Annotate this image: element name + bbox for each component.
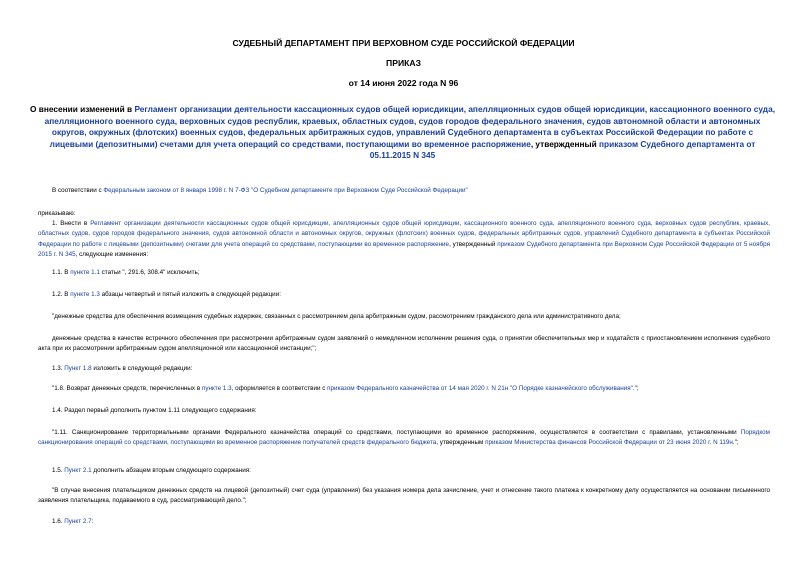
title-order-link[interactable]: приказом Судебного департамента от 05.11.2015 N 345	[369, 138, 756, 161]
doc-type: ПРИКАЗ	[386, 58, 421, 68]
point-1-3-ref-link[interactable]: пункте 1.3	[201, 385, 232, 392]
p12-text-b: абзацы четвертый и пятый изложить в следующей редакции:	[99, 291, 281, 298]
order-345-link[interactable]: приказом Судебного департамента при Верховном Суде Российской Федерации от 5 ноября 2015 г. N 345	[38, 240, 771, 259]
paragraph-order: приказываю:	[38, 210, 76, 217]
point-2-7-link[interactable]: Пункт 2.7	[64, 518, 92, 525]
q111-text-b: , утвержденным	[436, 439, 486, 447]
paragraph-1	[38, 219, 770, 261]
p1-text-a: 1. Внести в	[52, 220, 91, 227]
org-header: СУДЕБНЫЙ ДЕПАРТАМЕНТ ПРИ ВЕРХОВНОМ СУДЕ РОССИЙСКОЙ ФЕДЕРАЦИИ	[232, 38, 575, 48]
minfin-order-link[interactable]: приказом Министерства финансов Российской Федерации от 23 июня 2020 г. N 119н	[485, 439, 733, 447]
p1-text-c: , следующие изменения:	[75, 251, 149, 259]
treasury-order-link[interactable]: приказом Федерального казначейства от 14 мая 2020 г. N 21н "О Порядке казначейского обслуживания"	[327, 385, 633, 392]
point-2-1-link[interactable]: Пункт 2.1	[64, 467, 92, 474]
paragraph-quote-1-8	[38, 384, 770, 394]
paragraph-quote-security: денежные средства в качестве встречного обеспечения при рассмотрении арбитражным судом заявлений о немедленном исполнении решения суда, о принятии обеспечительных мер и ходатайств с приостановлением исполнения судебного акта при их рассмотрении арбитражным судом апелляционной или кассационной инстанции;";	[38, 335, 770, 353]
paragraph-quote-costs: "денежные средства для обеспечения возмещения судебных издержек, связанных с рассмотрением дела арбитражным судом, рассмотрением гражданского дела или административного дела;	[52, 313, 621, 320]
paragraph-quote-1-11	[38, 428, 770, 449]
paragraph-quote-2-1: "В случае внесения плательщиком денежных средств на лицевой (депозитный) счет суда (управления) без указания номера дела зачисление, учет и отнесение такого платежа к конкретному делу осуществляется на основании письменного заявления плательщика, подаваемого в суд, рассматривающий дело.";	[38, 487, 770, 505]
basis-text: В соответствии с	[52, 187, 104, 194]
paragraph-basis	[38, 186, 770, 196]
doc-title	[30, 104, 775, 162]
p11-text-b: статьи ", 291.6, 308.4" исключить;	[99, 269, 200, 276]
paragraph-1-5	[38, 466, 770, 476]
p13-text-a: 1.3.	[52, 365, 65, 372]
paragraph-1-1	[38, 268, 770, 278]
p1-text-b: , утвержденный	[449, 240, 498, 248]
paragraph-1-2	[38, 290, 770, 300]
p15-text-b: дополнить абзацем вторым следующего содержания:	[91, 467, 251, 474]
p13-text-b: изложить в следующей редакции:	[91, 365, 193, 372]
q111-text-a: "1.11. Санкционирование территориальными органами Федерального казначейства операций со средствами, поступающими во временное распоряжение, осуществляется в соответствии с правилами, установленными	[52, 429, 741, 436]
regulation-link[interactable]: Регламент организации деятельности кассационных судов общей юрисдикции, апелляционных судов общей юрисдикции, кассационного военного суда, апелляционного военного суда, верховных судов республик, краевых, областных судов, судов городов федерального значения, судов автономной области и автономных округов, окружных (флотских) военных судов, федеральных арбитражных судов, управлений Судебного департамента в субъектах Российской Федерации по работе с лицевыми (депозитными) счетами для учета операций со средствами, поступающими во временное распоряжение	[38, 220, 771, 248]
sanction-procedure-link[interactable]: Порядком санкционирования операций со средствами, поступающими во временное распоряжение получателей средств федерального бюджета	[38, 429, 770, 447]
p16-text-b: :	[91, 518, 94, 525]
point-1-8-link[interactable]: Пункт 1.8	[64, 365, 92, 372]
title-mid: , утвержденный	[530, 138, 600, 149]
q18-text-a: "1.8. Возврат денежных средств, перечисленных в	[52, 385, 202, 392]
paragraph-1-6	[38, 517, 770, 527]
q111-text-c: .";	[732, 439, 739, 447]
q18-text-c: .";	[632, 385, 639, 392]
title-prefix: О внесении изменений в	[30, 104, 135, 114]
p16-text-a: 1.6.	[52, 518, 65, 525]
title-regulation-link[interactable]: Регламент организации деятельности кассационных судов общей юрисдикции, апелляционных судов общей юрисдикции, кассационного военного суда, апелляционного военного суда, верховных судов республик, краевых, областных судов, судов городов федерального значения, судов автономной области и автономных округов, окружных (флотских) военных судов, федеральных арбитражных судов, управлений Судебного департамента в субъектах Российской Федерации по работе с лицевыми (депозитными) счетами для учета операций со средствами, поступающими во временное распоряжение	[44, 104, 775, 149]
p15-text-a: 1.5.	[52, 467, 65, 474]
paragraph-1-3	[38, 364, 770, 374]
point-1-1-link[interactable]: пункте 1.1	[70, 269, 100, 276]
paragraph-1-4: 1.4. Раздел первый дополнить пунктом 1.11 следующего содержания:	[52, 407, 257, 414]
p11-text-a: 1.1. В	[52, 269, 71, 276]
p12-text-a: 1.2. В	[52, 291, 71, 298]
federal-law-link[interactable]: Федеральным законом от 8 января 1998 г. N 7-ФЗ "О Судебном департаменте при Верховном Суде Российской Федерации"	[103, 187, 468, 194]
point-1-3-link[interactable]: пункте 1.3	[70, 291, 100, 298]
q18-text-b: , оформляется в соответствии с	[231, 385, 328, 392]
doc-date-number: от 14 июня 2022 года N 96	[348, 78, 459, 88]
